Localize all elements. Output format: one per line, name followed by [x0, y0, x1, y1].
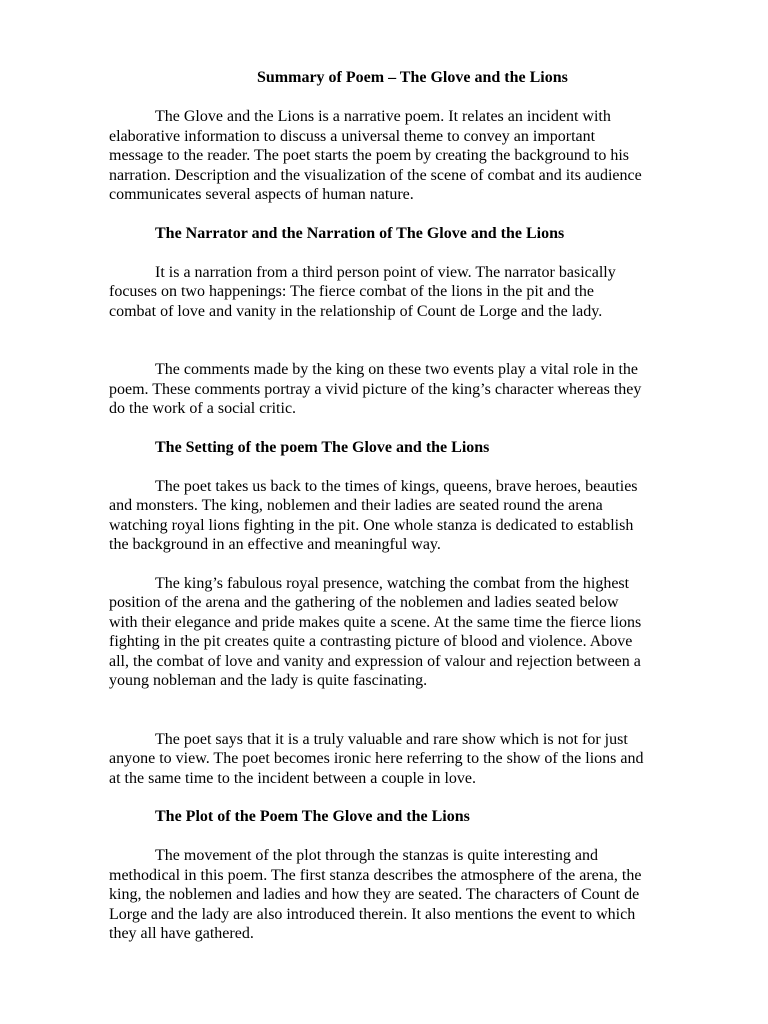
text-line: elaborative information to discuss a universal theme to convey an important [109, 127, 596, 145]
paragraph-narrator-2 [109, 360, 717, 419]
text-line: fighting in the pit creates quite a contrasting picture of blood and violence. Above [109, 633, 633, 650]
text-line: communicates several aspects of human nature. [109, 186, 414, 203]
text-line: The poet takes us back to the times of kings, queens, brave heroes, beauties [155, 477, 638, 495]
text-line: It is a narration from a third person point of view. The narrator basically [155, 263, 616, 281]
text-line: and monsters. The king, noblemen and their ladies are seated round the arena [109, 497, 603, 514]
section-heading-narrator: The Narrator and the Narration of The Glove and the Lions [155, 224, 565, 242]
paragraph-setting-3 [109, 730, 717, 789]
text-line: poem. These comments portray a vivid picture of the king’s character whereas they [109, 380, 642, 398]
paragraph-setting-1 [109, 477, 717, 555]
text-line: Lorge and the lady are also introduced therein. It also mentions the event to which [109, 905, 636, 923]
paragraph-intro [109, 107, 717, 205]
text-line: methodical in this poem. The first stanza describes the atmosphere of the arena, the [109, 866, 642, 884]
text-line: combat of love and vanity in the relationship of Count de Lorge and the lady. [109, 302, 603, 320]
text-line: watching royal lions fighting in the pit. One whole stanza is dedicated to establish [109, 516, 634, 534]
text-line: The king’s fabulous royal presence, watching the combat from the highest [155, 574, 630, 592]
text-line: they all have gathered. [109, 925, 254, 942]
text-line: focuses on two happenings: The fierce combat of the lions in the pit and the [109, 283, 594, 300]
text-line: narration. Description and the visualization of the scene of combat and its audience [109, 166, 642, 184]
paragraph-setting-2 [109, 574, 717, 691]
text-line: young nobleman and the lady is quite fascinating. [109, 672, 428, 689]
text-line: The Glove and the Lions is a narrative poem. It relates an incident with [155, 108, 611, 125]
text-line: the background in an effective and meaningful way. [109, 536, 441, 553]
text-line: position of the arena and the gathering of the noblemen and ladies seated below [109, 594, 619, 611]
text-line: with their elegance and pride makes quite a scene. At the same time the fierce lions [109, 613, 642, 631]
text-line: message to the reader. The poet starts the poem by creating the background to his [109, 147, 629, 164]
text-line: The comments made by the king on these two events play a vital role in the [155, 361, 638, 378]
section-heading-plot: The Plot of the Poem The Glove and the Lions [155, 808, 470, 825]
text-line: anyone to view. The poet becomes ironic here referring to the show of the lions and [109, 750, 644, 767]
text-line: at the same time to the incident between a couple in love. [109, 769, 476, 787]
text-line: do the work of a social critic. [109, 400, 297, 417]
section-heading-setting: The Setting of the poem The Glove and the Lions [155, 438, 490, 456]
page-title: Summary of Poem – The Glove and the Lions [257, 69, 568, 86]
text-line: The poet says that it is a truly valuable and rare show which is not for just [155, 730, 628, 748]
paragraph-plot-1 [109, 846, 717, 944]
paragraph-narrator-1 [109, 263, 717, 322]
document-page [109, 68, 717, 963]
text-line: king, the noblemen and ladies and how they are seated. The characters of Count de [109, 886, 640, 903]
text-line: The movement of the plot through the stanzas is quite interesting and [155, 847, 599, 864]
text-line: all, the combat of love and vanity and expression of valour and rejection between a [109, 652, 641, 670]
